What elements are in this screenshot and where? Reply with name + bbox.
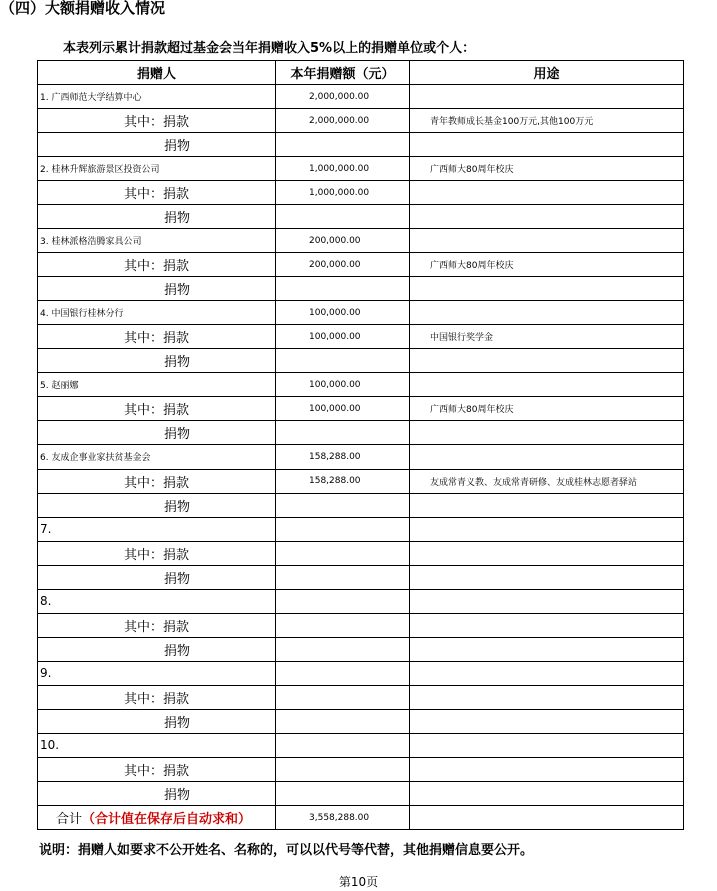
donor-name: 7.	[38, 517, 276, 541]
goods-use	[410, 781, 684, 805]
donor-amount: 100,000.00	[276, 373, 410, 397]
donor-use	[410, 661, 684, 685]
goods-use	[410, 349, 684, 373]
cash-amount: 2,000,000.00	[276, 109, 410, 133]
cash-use: 广西师大80周年校庆	[410, 397, 684, 421]
goods-label: 捐物	[38, 781, 276, 805]
header-donor: 捐赠人	[38, 61, 276, 85]
cash-amount: 100,000.00	[276, 325, 410, 349]
goods-use	[410, 277, 684, 301]
donor-amount: 2,000,000.00	[276, 85, 410, 109]
footnote: 说明：捐赠人如要求不公开姓名、名称的，可以以代号等代替，其他捐赠信息要公开。	[39, 843, 534, 858]
goods-use	[410, 421, 684, 445]
goods-use	[410, 133, 684, 157]
cash-use	[410, 181, 684, 205]
donor-row	[38, 517, 684, 541]
cash-label: 其中：捐款	[38, 469, 276, 493]
goods-row	[38, 493, 684, 517]
donor-amount	[276, 661, 410, 685]
cash-amount	[276, 541, 410, 565]
cash-row	[38, 181, 684, 205]
cash-amount: 200,000.00	[276, 253, 410, 277]
goods-use	[410, 493, 684, 517]
goods-label: 捐物	[38, 637, 276, 661]
goods-use	[410, 637, 684, 661]
header-use: 用途	[410, 61, 684, 85]
donor-amount	[276, 589, 410, 613]
cash-use	[410, 613, 684, 637]
cash-amount	[276, 613, 410, 637]
total-note: （合计值在保存后自动求和）	[82, 812, 252, 827]
cash-row	[38, 253, 684, 277]
goods-row	[38, 637, 684, 661]
goods-amount	[276, 277, 410, 301]
goods-label: 捐物	[38, 133, 276, 157]
goods-amount	[276, 205, 410, 229]
donor-amount: 200,000.00	[276, 229, 410, 253]
total-use	[410, 806, 684, 830]
donor-name: 1. 广西师范大学结算中心	[38, 85, 276, 109]
goods-amount	[276, 349, 410, 373]
donation-table	[37, 60, 684, 830]
header-amount: 本年捐赠额（元）	[276, 61, 410, 85]
cash-label: 其中：捐款	[38, 109, 276, 133]
goods-amount	[276, 637, 410, 661]
cash-use: 广西师大80周年校庆	[410, 253, 684, 277]
donor-name: 2. 桂林升辉旅游景区投资公司	[38, 157, 276, 181]
goods-label: 捐物	[38, 493, 276, 517]
goods-label: 捐物	[38, 709, 276, 733]
goods-label: 捐物	[38, 205, 276, 229]
goods-use	[410, 205, 684, 229]
total-row	[38, 806, 684, 830]
donor-name: 10.	[38, 733, 276, 757]
donor-row	[38, 373, 684, 397]
donor-use	[410, 733, 684, 757]
donor-name: 3. 桂林派格浩腾家具公司	[38, 229, 276, 253]
page-number: 第10页	[338, 875, 379, 889]
goods-row	[38, 781, 684, 805]
cash-label: 其中：捐款	[38, 685, 276, 709]
donor-row	[38, 301, 684, 325]
cash-label: 其中：捐款	[38, 253, 276, 277]
donor-use	[410, 373, 684, 397]
donor-row	[38, 589, 684, 613]
table-header-row	[38, 61, 684, 85]
donor-amount	[276, 733, 410, 757]
donor-row	[38, 85, 684, 109]
donor-row	[38, 229, 684, 253]
donor-name: 8.	[38, 589, 276, 613]
goods-label: 捐物	[38, 421, 276, 445]
cash-amount	[276, 685, 410, 709]
total-label: 合计	[56, 812, 83, 827]
cash-label: 其中：捐款	[38, 325, 276, 349]
donor-use	[410, 85, 684, 109]
goods-row	[38, 421, 684, 445]
donor-use	[410, 589, 684, 613]
cash-row	[38, 613, 684, 637]
cash-label: 其中：捐款	[38, 757, 276, 781]
goods-row	[38, 349, 684, 373]
donor-name: 9.	[38, 661, 276, 685]
goods-amount	[276, 709, 410, 733]
cash-row	[38, 685, 684, 709]
donor-use	[410, 445, 684, 469]
cash-row	[38, 757, 684, 781]
goods-label: 捐物	[38, 565, 276, 589]
goods-row	[38, 277, 684, 301]
cash-use	[410, 541, 684, 565]
donor-use: 广西师大80周年校庆	[410, 157, 684, 181]
donor-amount: 158,288.00	[276, 445, 410, 469]
goods-amount	[276, 133, 410, 157]
goods-row	[38, 709, 684, 733]
cash-row	[38, 325, 684, 349]
donor-row	[38, 445, 684, 469]
donor-row	[38, 733, 684, 757]
donor-row	[38, 661, 684, 685]
section-title: （四）大额捐赠收入情况	[0, 0, 166, 17]
donor-name: 4. 中国银行桂林分行	[38, 301, 276, 325]
cash-label: 其中：捐款	[38, 541, 276, 565]
total-amount: 3,558,288.00	[276, 806, 410, 830]
cash-label: 其中：捐款	[38, 181, 276, 205]
donor-amount: 100,000.00	[276, 301, 410, 325]
cash-use: 青年教师成长基金100万元,其他100万元	[410, 109, 684, 133]
cash-label: 其中：捐款	[38, 397, 276, 421]
donor-use	[410, 517, 684, 541]
cash-row	[38, 109, 684, 133]
goods-label: 捐物	[38, 349, 276, 373]
cash-row	[38, 397, 684, 421]
goods-amount	[276, 565, 410, 589]
donor-row	[38, 157, 684, 181]
cash-use: 中国银行奖学金	[410, 325, 684, 349]
donor-amount	[276, 517, 410, 541]
goods-row	[38, 565, 684, 589]
goods-label: 捐物	[38, 277, 276, 301]
cash-amount: 158,288.00	[276, 469, 410, 493]
goods-row	[38, 205, 684, 229]
donor-name: 6. 友成企事业家扶贫基金会	[38, 445, 276, 469]
goods-amount	[276, 781, 410, 805]
donor-use	[410, 229, 684, 253]
cash-label: 其中：捐款	[38, 613, 276, 637]
cash-amount: 100,000.00	[276, 397, 410, 421]
goods-use	[410, 709, 684, 733]
goods-row	[38, 133, 684, 157]
donor-name: 5. 赵丽娜	[38, 373, 276, 397]
cash-use: 友成常青义教、友成常青研修、友成桂林志愿者驿站	[410, 469, 684, 493]
cash-amount: 1,000,000.00	[276, 181, 410, 205]
goods-use	[410, 565, 684, 589]
donor-amount: 1,000,000.00	[276, 157, 410, 181]
cash-use	[410, 757, 684, 781]
goods-amount	[276, 493, 410, 517]
cash-row	[38, 541, 684, 565]
cash-amount	[276, 757, 410, 781]
goods-amount	[276, 421, 410, 445]
cash-row	[38, 469, 684, 493]
donor-use	[410, 301, 684, 325]
total-label-cell	[38, 806, 276, 830]
cash-use	[410, 685, 684, 709]
table-intro: 本表列示累计捐款超过基金会当年捐赠收入5%以上的捐赠单位或个人：	[63, 41, 476, 56]
